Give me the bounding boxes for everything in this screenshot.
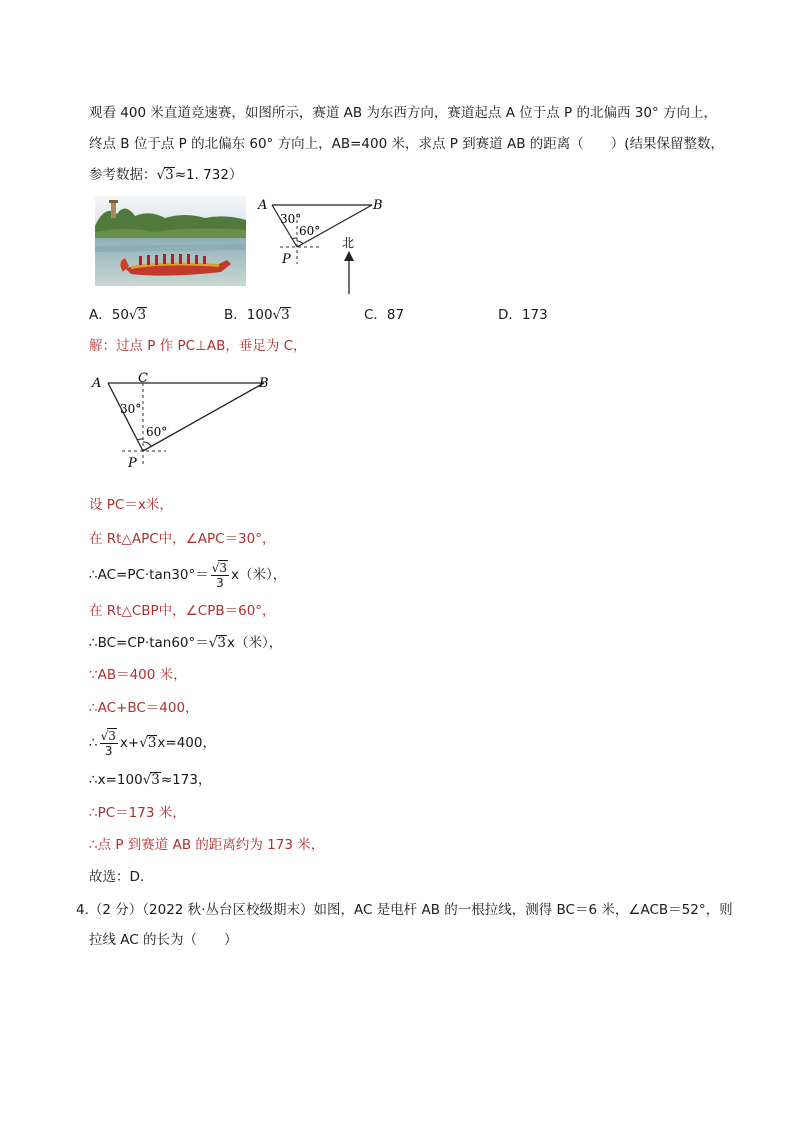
option-c: C．87 — [364, 307, 405, 323]
figure-2-diagram — [88, 370, 278, 472]
question-4-line-2: 拉线 AC 的长为（ ） — [89, 932, 238, 948]
option-b: B．100√3 — [224, 307, 290, 323]
question-4-line-1: 4.（2 分）（2022 秋·丛台区校级期末）如图，AC 是电杆 AB 的一根拉线，测得 BC＝6 米，∠ACB＝52°，则 — [76, 902, 733, 918]
segment-pb-2 — [143, 383, 264, 451]
solution-step-7: ∴AC+BC＝400， — [89, 700, 199, 716]
north-arrow-icon — [344, 251, 354, 261]
solution-step-8: ∴ $\frac{√3}{3}$ x+√3x=400， — [89, 729, 216, 758]
label-b: B — [373, 198, 383, 213]
angle-label-60-2: 60° — [146, 425, 168, 439]
solution-step-5: ∴BC=CP·tan60°＝√3x（米）， — [89, 635, 283, 651]
solution-step-10: ∴PC＝173 米， — [89, 805, 186, 821]
solution-step-11: ∴点 P 到赛道 AB 的距离约为 173 米， — [89, 837, 325, 853]
solution-step-1: 设 PC＝x米， — [89, 497, 173, 513]
question-line-3: 参考数据：√3≈1. 732） — [89, 167, 243, 183]
label-a-2: A — [92, 376, 102, 391]
reference-data-label: 参考数据： — [89, 167, 157, 183]
label-p-2: P — [128, 456, 137, 471]
angle-label-30-2: 30° — [120, 402, 142, 416]
question-line-1: 观看 400 米直道竞速赛，如图所示，赛道 AB 为东西方向，赛道起点 A 位于点 P 的北偏西 30° 方向上， — [89, 105, 717, 121]
angle-label-60: 60° — [299, 224, 321, 238]
question-line-2: 终点 B 位于点 P 的北偏东 60° 方向上，AB=400 米，求点 P 到赛道 AB 的距离（ ）(结果保留整数， — [89, 136, 725, 152]
figure-1-diagram — [252, 194, 392, 296]
solution-answer: 故选：D. — [89, 869, 145, 885]
solution-step-2: 在 Rt△APC中，∠APC＝30°， — [89, 531, 276, 547]
angle-arc-30-2 — [137, 439, 143, 440]
label-b-2: B — [259, 376, 269, 391]
dragon-boat-photo — [95, 196, 246, 286]
option-d: D．173 — [498, 307, 548, 323]
segment-ap-2 — [108, 383, 143, 451]
label-a: A — [258, 198, 268, 213]
fraction-sqrt3-over-3: $\frac{√3}{3}$ — [211, 561, 228, 590]
option-a: A．50√3 — [89, 307, 147, 323]
solution-intro: 解：过点 P 作 PC⊥AB，垂足为 C， — [89, 338, 307, 354]
solution-step-3: ∴AC=PC·tan30°＝ $\frac{√3}{3}$ x（米）， — [89, 561, 287, 590]
label-c-2: C — [138, 371, 148, 386]
angle-label-30: 30° — [280, 212, 302, 226]
angle-arc-30 — [292, 238, 297, 239]
angle-arc-60-2 — [143, 442, 151, 446]
north-label: 北 — [342, 236, 355, 250]
solution-step-4: 在 Rt△CBP中，∠CPB＝60°， — [89, 603, 276, 619]
solution-step-9: ∴x=100√3≈173， — [89, 772, 212, 788]
reference-value: ≈1. 732） — [174, 167, 243, 183]
label-p: P — [282, 252, 291, 267]
angle-arc-60 — [297, 241, 303, 244]
solution-step-6: ∵AB＝400 米， — [89, 667, 187, 683]
sqrt-3: 3 — [165, 167, 174, 183]
